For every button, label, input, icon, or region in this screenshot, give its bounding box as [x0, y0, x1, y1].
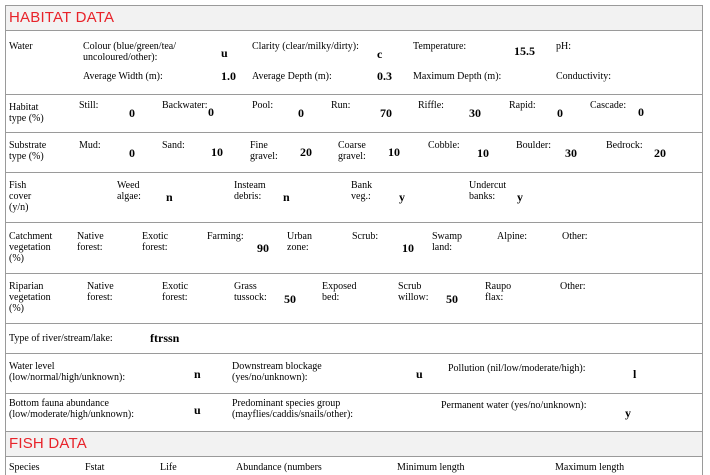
- river-type-label: Type of river/stream/lake:: [9, 333, 113, 344]
- coarse-gravel-value: 10: [388, 145, 400, 159]
- bank-veg-label: Bank veg.:: [351, 180, 373, 202]
- catchment-alpine-label: Alpine:: [497, 231, 527, 242]
- habitat-type-label: Habitat type (%): [9, 102, 44, 124]
- blockage-label: Downstream blockage (yes/no/unknown):: [232, 361, 322, 383]
- bedrock-label: Bedrock:: [606, 140, 643, 151]
- catchment-swamp-label: Swamp land:: [432, 231, 462, 253]
- divider: [5, 323, 702, 324]
- divider: [5, 273, 702, 274]
- backwater-label: Backwater:: [162, 100, 208, 111]
- weed-algae-value: n: [166, 190, 173, 204]
- run-label: Run:: [331, 100, 351, 111]
- heading-band: [6, 432, 702, 456]
- boulder-value: 30: [565, 146, 577, 160]
- undercut-banks-value: y: [517, 190, 523, 204]
- riparian-raupo-label: Raupo flax:: [485, 281, 512, 303]
- temperature-value: 15.5: [514, 44, 535, 58]
- column-species: Species: [9, 462, 40, 473]
- fine-gravel-value: 20: [300, 145, 312, 159]
- habitat-heading: HABITAT DATA: [9, 9, 115, 26]
- divider: [5, 353, 702, 354]
- riparian-scrub-value: 50: [446, 292, 458, 306]
- divider: [5, 132, 702, 133]
- column-max-length: Maximum length: [555, 462, 625, 473]
- pool-label: Pool:: [252, 100, 274, 111]
- riparian-native-label: Native forest:: [87, 281, 114, 303]
- catchment-farming-value: 90: [257, 241, 269, 255]
- weed-algae-label: Weed algae:: [117, 180, 141, 202]
- run-value: 70: [380, 106, 392, 120]
- mud-label: Mud:: [79, 140, 101, 151]
- bottom-fauna-label: Bottom fauna abundance (low/moderate/high/unknown):: [9, 398, 134, 420]
- avg-depth-value: 0.3: [377, 69, 392, 83]
- still-label: Still:: [79, 100, 99, 111]
- undercut-banks-label: Undercut banks:: [469, 180, 507, 202]
- fish-cover-label: Fish cover (y/n): [9, 180, 32, 213]
- frame-left: [5, 5, 6, 475]
- riparian-grass-label: Grass tussock:: [234, 281, 267, 303]
- conductivity-label: Conductivity:: [556, 71, 611, 82]
- riparian-grass-value: 50: [284, 292, 296, 306]
- clarity-label: Clarity (clear/milky/dirty):: [252, 41, 359, 52]
- river-type-value: ftrssn: [150, 331, 180, 345]
- instream-debris-value: n: [283, 190, 290, 204]
- catchment-label: Catchment vegetation (%): [9, 231, 53, 264]
- riparian-exotic-label: Exotic forest:: [162, 281, 189, 303]
- catchment-native-label: Native forest:: [77, 231, 104, 253]
- riparian-scrub-label: Scrub willow:: [398, 281, 429, 303]
- sand-label: Sand:: [162, 140, 185, 151]
- bank-veg-value: y: [399, 190, 405, 204]
- divider: [5, 172, 702, 173]
- riparian-label: Riparian vegetation (%): [9, 281, 51, 314]
- divider: [5, 222, 702, 223]
- divider: [5, 94, 702, 95]
- boulder-label: Boulder:: [516, 140, 551, 151]
- avg-depth-label: Average Depth (m):: [252, 71, 332, 82]
- ph-label: pH:: [556, 41, 571, 52]
- clarity-value: c: [377, 47, 383, 61]
- pollution-label: Pollution (nil/low/moderate/high):: [448, 363, 586, 374]
- cobble-label: Cobble:: [428, 140, 460, 151]
- cascade-value: 0: [638, 105, 644, 119]
- column-min-length: Minimum length: [397, 462, 465, 473]
- substrate-label: Substrate type (%): [9, 140, 47, 162]
- rapid-label: Rapid:: [509, 100, 536, 111]
- catchment-farming-label: Farming:: [207, 231, 244, 242]
- catchment-scrub-value: 10: [402, 241, 414, 255]
- riffle-value: 30: [469, 106, 481, 120]
- colour-value: u: [221, 46, 228, 60]
- riparian-other-label: Other:: [560, 281, 586, 292]
- backwater-value: 0: [208, 105, 214, 119]
- permanent-water-value: y: [625, 406, 631, 420]
- column-fstat: Fstat: [85, 462, 105, 473]
- column-abundance: Abundance (numbers: [236, 462, 322, 473]
- catchment-scrub-label: Scrub:: [352, 231, 379, 242]
- water-label: Water: [9, 41, 33, 52]
- water-level-label: Water level (low/normal/high/unknown):: [9, 361, 126, 383]
- still-value: 0: [129, 106, 135, 120]
- pool-value: 0: [298, 106, 304, 120]
- catchment-urban-label: Urban zone:: [287, 231, 312, 253]
- fish-heading: FISH DATA: [9, 435, 87, 452]
- permanent-water-label: Permanent water (yes/no/unknown):: [441, 400, 587, 411]
- rapid-value: 0: [557, 106, 563, 120]
- bottom-fauna-value: u: [194, 403, 201, 417]
- riffle-label: Riffle:: [418, 100, 444, 111]
- max-depth-label: Maximum Depth (m):: [413, 71, 502, 82]
- avg-width-label: Average Width (m):: [83, 71, 163, 82]
- colour-label: Colour (blue/green/tea/ uncoloured/other):: [83, 41, 177, 63]
- fine-gravel-label: Fine gravel:: [250, 140, 278, 162]
- catchment-exotic-label: Exotic forest:: [142, 231, 169, 253]
- bedrock-value: 20: [654, 146, 666, 160]
- cascade-label: Cascade:: [590, 100, 627, 111]
- frame-right: [702, 5, 703, 475]
- instream-debris-label: Insteam debris:: [234, 180, 266, 202]
- catchment-other-label: Other:: [562, 231, 588, 242]
- temperature-label: Temperature:: [413, 41, 467, 52]
- avg-width-value: 1.0: [221, 69, 236, 83]
- sand-value: 10: [211, 145, 223, 159]
- column-life: Life: [160, 462, 177, 473]
- riparian-exposed-label: Exposed bed:: [322, 281, 357, 303]
- cobble-value: 10: [477, 146, 489, 160]
- mud-value: 0: [129, 146, 135, 160]
- divider: [5, 393, 702, 394]
- blockage-value: u: [416, 367, 423, 381]
- divider: [5, 456, 702, 457]
- predominant-species-label: Predominant species group (mayflies/caddis/snails/other):: [232, 398, 354, 420]
- coarse-gravel-label: Coarse gravel:: [338, 140, 366, 162]
- pollution-value: l: [633, 367, 637, 381]
- divider: [5, 30, 702, 31]
- water-level-value: n: [194, 367, 201, 381]
